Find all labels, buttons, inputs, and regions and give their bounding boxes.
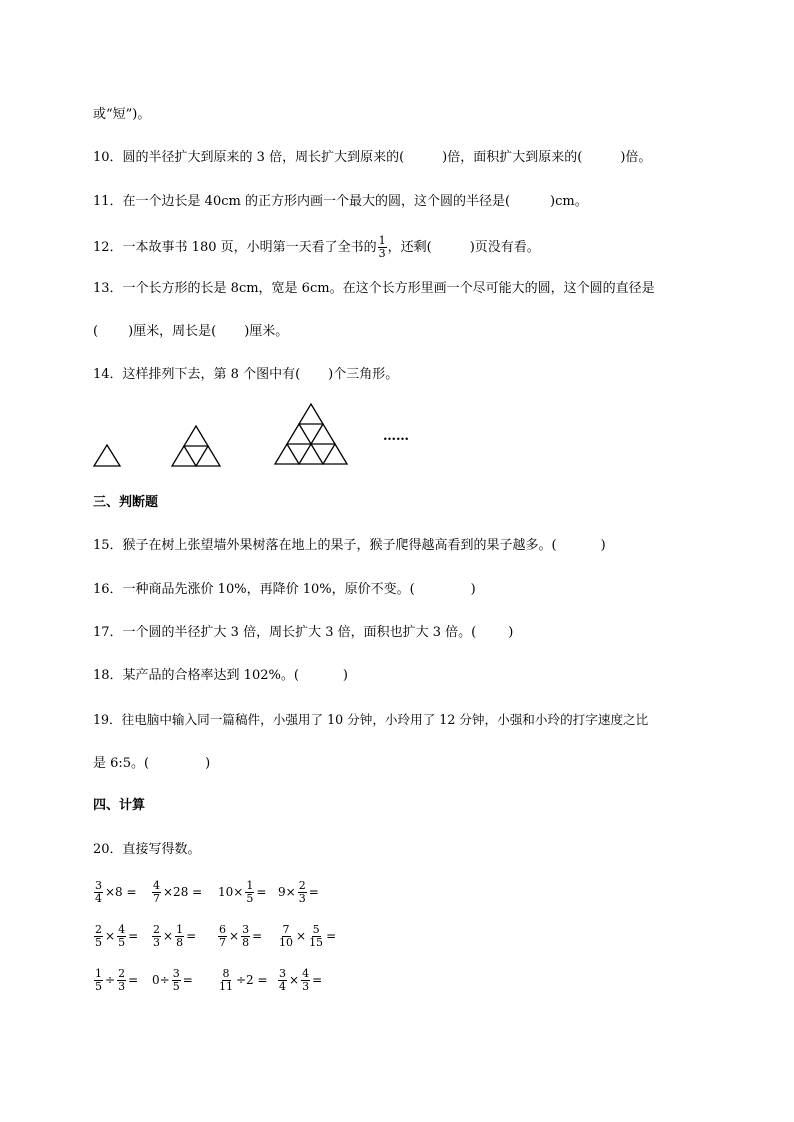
triangle-figure-1 (92, 444, 122, 468)
operator: × (229, 929, 240, 943)
fraction-denominator: 15 (309, 935, 324, 949)
question-11 (93, 193, 588, 211)
expression-tail: = (326, 929, 337, 943)
fraction-numerator: 3 (279, 966, 286, 980)
q20-text: 20．直接写得数。 (93, 842, 201, 857)
calc-expression (277, 962, 323, 998)
expression-tail: = (256, 885, 267, 899)
question-13 (93, 280, 655, 298)
q12-text-a: 12．一本故事书 180 页，小明第一天看了全书的 (93, 240, 377, 255)
q16-text-a: 16．一种商品先涨价 10%，再降价 10%，原价不变。( (93, 582, 415, 597)
fraction-numerator: 2 (153, 922, 160, 936)
fraction (175, 924, 184, 949)
q12-text-c: )页没有看。 (469, 240, 540, 255)
fraction-numerator: 3 (95, 878, 102, 892)
fraction-denominator: 5 (95, 935, 102, 949)
calc-expression (217, 874, 267, 910)
fraction (152, 924, 161, 949)
q19-text-c: ) (205, 756, 211, 771)
expression-tail: = (128, 929, 139, 943)
q13-text-d: )厘米。 (244, 324, 289, 339)
expression-tail: = (182, 973, 193, 987)
operator: × (105, 929, 116, 943)
section-4-heading (93, 797, 145, 815)
calc-expression (277, 874, 320, 910)
expression-tail: = (308, 885, 319, 899)
fraction-denominator: 10 (279, 935, 293, 949)
calc-expression (93, 962, 139, 998)
calc-expression (217, 918, 263, 954)
q11-text-b: )cm。 (550, 194, 588, 209)
q10-text-b: )倍，面积扩大到原来的( (442, 150, 583, 165)
fraction-numerator: 6 (219, 922, 226, 936)
fraction-numerator: 4 (153, 878, 160, 892)
fraction-numerator: 2 (95, 922, 102, 936)
operator: × (296, 929, 307, 943)
fraction (278, 968, 287, 993)
fraction (278, 924, 294, 949)
q14-text-a: 14．这样排列下去，第 8 个图中有( (93, 367, 301, 382)
operator: ÷ (105, 973, 116, 987)
calc-expression (151, 874, 203, 910)
q10-text-c: )倍。 (620, 150, 652, 165)
fraction (218, 924, 227, 949)
section-4-title: 四、计算 (93, 798, 146, 813)
calc-expression (151, 918, 197, 954)
expression-prefix: 9× (278, 885, 296, 899)
expression-tail: ×8 = (105, 885, 137, 899)
calc-expression (217, 962, 269, 998)
fraction-denominator: 7 (153, 891, 160, 905)
ellipsis-text: …… (383, 429, 409, 444)
question-10 (93, 149, 651, 167)
fraction (117, 968, 126, 993)
operator: × (289, 973, 300, 987)
triangle-figure-2 (168, 424, 224, 468)
fraction-numerator: 3 (242, 922, 250, 936)
fraction-denominator: 3 (153, 935, 160, 949)
fraction-denominator: 5 (95, 979, 102, 993)
q13-text-b: ( (93, 324, 99, 339)
fraction-denominator: 4 (279, 979, 286, 993)
q18-text-a: 18．某产品的合格率达到 102%。( (93, 668, 299, 683)
fraction-denominator: 4 (95, 891, 102, 905)
question-12 (93, 235, 540, 261)
expression-tail: ×28 = (163, 885, 203, 899)
expression-tail: = (128, 973, 139, 987)
fraction-denominator: 8 (176, 935, 184, 949)
expression-tail: = (252, 929, 263, 943)
q12-numerator: 1 (378, 234, 386, 247)
section-3-heading (93, 494, 158, 512)
q16-text-b: ) (470, 582, 476, 597)
fraction (298, 880, 307, 905)
fraction-denominator: 3 (302, 979, 310, 993)
q12-fraction (378, 235, 387, 260)
q14-text-b: )个三角形。 (328, 367, 399, 382)
calc-expression (93, 918, 139, 954)
continued-text-label: 或“短”)。 (93, 107, 151, 122)
question-19-cont (93, 755, 210, 773)
fraction-numerator: 1 (95, 966, 102, 980)
q12-text-b: ，还剩( (387, 240, 432, 255)
fraction-denominator: 3 (298, 891, 306, 905)
question-18 (93, 667, 348, 685)
q19-text-b: 是 6:5。( (93, 756, 150, 771)
q13-text-c: )厘米，周长是( (128, 324, 217, 339)
fraction-numerator: 4 (302, 966, 310, 980)
fraction-denominator: 5 (172, 979, 180, 993)
fraction-numerator: 3 (172, 966, 180, 980)
fraction (94, 924, 103, 949)
fraction-numerator: 7 (282, 922, 290, 936)
continued-text (93, 106, 150, 124)
question-16 (93, 581, 476, 599)
q18-text-b: ) (342, 668, 348, 683)
q17-text-a: 17．一个圆的半径扩大 3 倍，周长扩大 3 倍，面积也扩大 3 倍。( (93, 625, 477, 640)
fraction-numerator: 2 (118, 966, 126, 980)
fraction (172, 968, 181, 993)
question-15 (93, 537, 606, 555)
fraction (94, 880, 103, 905)
calc-expression (277, 918, 337, 954)
fraction (152, 880, 161, 905)
q19-text-a: 19．往电脑中输入同一篇稿件，小强用了 10 分钟，小玲用了 12 分钟，小强和小玲的打字速度之比 (93, 712, 649, 727)
fraction-numerator: 4 (118, 922, 126, 936)
fraction-numerator: 1 (246, 878, 254, 892)
q11-text-a: 11．在一个边长是 40cm 的正方形内画一个最大的圆，这个圆的半径是( (93, 194, 511, 209)
question-14 (93, 366, 398, 384)
operator: × (163, 929, 174, 943)
triangle-figure-3 (270, 402, 352, 468)
q10-text-a: 10．圆的半径扩大到原来的 3 倍，周长扩大到原来的( (93, 150, 405, 165)
fraction (218, 968, 234, 993)
fraction (94, 968, 103, 993)
fraction (308, 924, 324, 949)
expression-tail: ÷2 = (236, 973, 268, 987)
fraction-denominator: 8 (242, 935, 250, 949)
fraction-numerator: 2 (298, 878, 306, 892)
question-20 (93, 841, 201, 859)
ellipsis (383, 428, 409, 446)
fraction-denominator: 7 (219, 935, 226, 949)
expression-tail: = (186, 929, 197, 943)
question-17 (93, 624, 513, 642)
fraction-denominator: 5 (118, 935, 126, 949)
q17-text-b: ) (508, 625, 514, 640)
expression-prefix: 0÷ (152, 973, 170, 987)
fraction-denominator: 3 (118, 979, 126, 993)
expression-tail: = (312, 973, 323, 987)
fraction-numerator: 8 (222, 966, 230, 980)
fraction-denominator: 5 (246, 891, 254, 905)
q12-denominator: 3 (378, 247, 386, 260)
q15-text-b: ) (600, 538, 606, 553)
section-3-title: 三、判断题 (93, 495, 159, 510)
calc-expression (93, 874, 138, 910)
fraction-denominator: 11 (219, 979, 233, 993)
question-19 (93, 711, 648, 729)
calc-expression (151, 962, 194, 998)
q13-text-a: 13．一个长方形的长是 8cm，宽是 6cm。在这个长方形里画一个尽可能大的圆，这个圆的直径是 (93, 281, 655, 296)
fraction (245, 880, 254, 905)
expression-prefix: 10× (218, 885, 244, 899)
fraction-numerator: 1 (176, 922, 184, 936)
fraction (241, 924, 250, 949)
question-13-cont (93, 323, 288, 341)
fraction (301, 968, 310, 993)
fraction (117, 924, 126, 949)
fraction-numerator: 5 (312, 922, 320, 936)
q15-text-a: 15．猴子在树上张望墙外果树落在地上的果子，猴子爬得越高看到的果子越多。( (93, 538, 557, 553)
